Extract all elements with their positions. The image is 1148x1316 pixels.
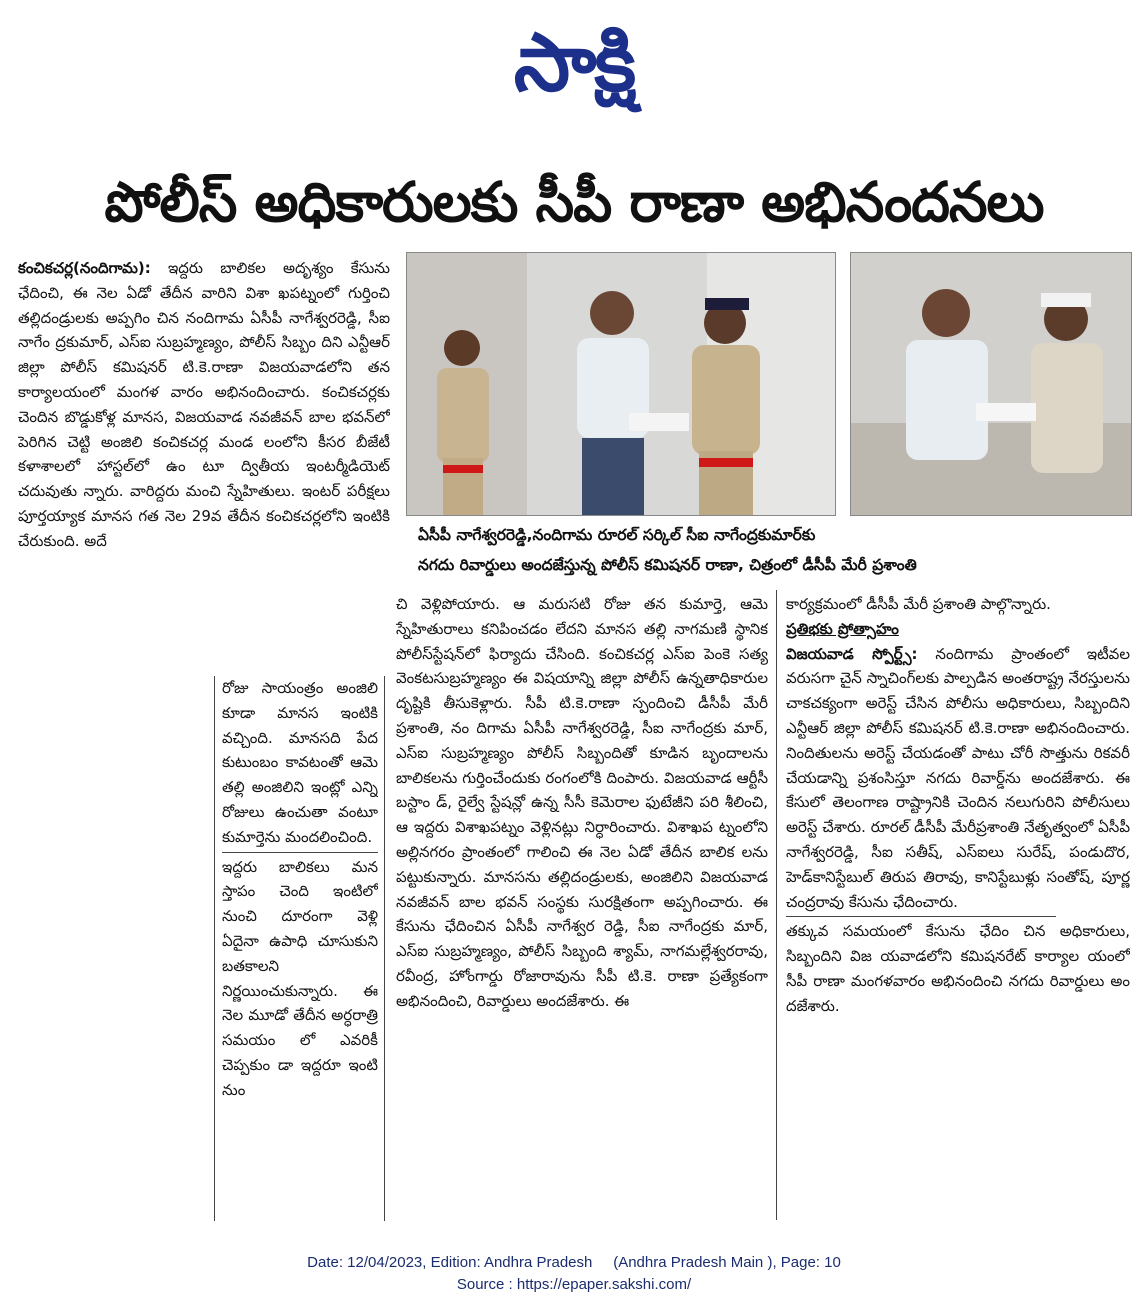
headline: పోలీస్ అధికారులకు సీపీ రాణా అభినందనలు [104,170,1044,234]
article-column-1 [18,256,390,676]
photo-caption-line-2: నగదు రివార్డులు అందజేస్తున్న పోలీస్ కమిషనర్ రాణా, చిత్రంలో డీసీపీ మేరీ ప్రశాంతి [418,556,917,574]
photo-right [850,252,1132,516]
article-text-3c: తక్కువ సమయంలో కేసును ఛేదిం చిన అధికారులు, సిబ్బందిని విజ యవాడలోని కమిషనరేట్ కార్యాల యంలో సీపీ రాణా మంగళవారం అభినందించి నగదు రివార్డులు అం దజేశారు. [786,922,1130,1015]
article-column-1-narrow [222,676,378,1221]
masthead-name: సాక్షి [513,16,635,109]
column-rule-0 [214,676,215,1221]
article-column-2 [396,592,768,1222]
dateline: కంచికచర్ల(నందిగామ): [18,259,151,277]
photo-left [406,252,836,516]
article-column-3 [786,592,1130,1222]
photo-caption-line-1: ఏసీపీ నాగేశ్వరరెడ్డి,నందిగామ రూరల్ సర్కిల్ సీఐ నాగేంద్రకుమార్‌కు [418,526,816,544]
article-text-3b: నందిగామ ప్రాంతంలో ఇటీవల వరుసగా చైన్ స్నాచింగ్‌లకు పాల్పడిన అంతరాష్ట్ర నేరస్తులను చాకచక్యంగా అరెస్ట్ చేసిన పోలీసు అధికారులు, సిబ్బందిని ఎన్టీఆర్ జిల్లా పోలీస్ కమిషనర్ టి.కె.రాణా అభినందించారు. నిందితులను అరెస్ట్ చేయడంతో పాటు చోరీ సొత్తును రికవరీ చేయడాన్ని ప్రశంసిస్తూ నగదు రివార్డ్‌ను అందజేశారు. ఈ కేసులో తెలంగాణ రాష్ట్రానికి చెందిన నలుగురిని పోలీసులు అరెస్ట్ చేశారు. రూరల్ డీసీపీ మేరీప్రశాంతి నేతృత్వంలో ఏసీపీ నాగేశ్వరరెడ్డి, సీఐ సతీష్, ఎస్ఐలు సురేష్, పండుదొర, హెడ్‌కానిస్టేబుల్ తిరుప తిరావు, కానిస్టేబుళ్లు సంతోష్, పూర్ణ చంద్రరావు కేసును ఛేదించారు. [786,644,1130,911]
photo-left-illustration [407,253,835,515]
subhead: ప్రతిభకు ప్రోత్సాహం [786,619,899,638]
article-text-1: ఇద్దరు బాలికల అదృశ్యం కేసును ఛేదించి, ఈ నెల ఏడో తేదీన వారిని విశా ఖపట్నంలో గుర్తించి తల్లిదండ్రులకు అప్పగిం చిన నందిగామ ఏసీపీ నాగేశ్వరరెడ్డి, సీఐ నాగేం ద్రకుమార్, ఎస్ఐ సుబ్రహ్మణ్యం, పోలీస్ సిబ్బం దిని ఎన్టీఆర్ జిల్లా పోలీస్ కమిషనర్ టి.కె.రాణా విజయవాడలోని తన కార్యాలయంలో మంగళ వారం అభినందించారు. కంచికచర్లకు చెందిన బొడ్డుకోళ్ల మానస, విజయవాడ నవజీవన్ బాల భవన్‌లో పెరిగిన చెట్టి అంజిలి కంచికచర్ల మండ లంలోని కీసర బీజేటీ కళాశాలలో హాస్టల్‌లో ఉం టూ ద్వితీయ ఇంటర్మీడియెట్ చదువుతు న్నారు. వారిద్దరు మంచి స్నేహితులు. ఇంటర్ పరీక్షలు పూర్తయ్యాక మానస గత నెల 29వ తేదీన కంచికచర్లలోని ఇంటికి చేరుకుంది. అదే [18,259,390,550]
photo-right-illustration [851,253,1131,515]
footer-date-line: Date: 12/04/2023, Edition: Andhra Pradesh (Andhra Pradesh Main ), Page: 10 [307,1254,841,1271]
column-rule-1 [384,676,385,1221]
article-text-2: చి వెళ్లిపోయారు. ఆ మరుసటి రోజు తన కుమార్తె, ఆమె స్నేహితురాలు కనిపించడం లేదని మానస తల్లి నాగమణి స్థానిక పోలీస్‌స్టేషన్‌లో ఫిర్యాదు చేసింది. కంచికచర్ల ఎస్ఐ పెంకె సత్య వెంకటసుబ్రహ్మణ్యం ఈ విషయాన్ని జిల్లా పోలీస్ ఉన్నతాధికారుల దృష్టికి తీసుకెళ్లారు. సీపీ టి.కె.రాణా స్పందించి డీసీపీ మేరీ ప్రశాంతి, నం దిగామ ఏసీపీ నాగేశ్వరరెడ్డి, సీఐ నాగేంద్రకు మార్, ఎస్ఐ సుబ్రహ్మణ్యం పోలీస్ సిబ్బందితో కూడిన బృందాలను బాలికలను గుర్తించేందుకు రంగంలోకి దింపారు. విజయవాడ ఆర్టీసీ బస్టాం డ్, రైల్వే స్టేషన్లో ఉన్న సీసీ కెమెరాల ఫుటేజీని పరి శీలించి, ఆ ఇద్దరు విశాఖపట్నం వెళ్లినట్లు నిర్ధారించారు. విశాఖప ట్నంలోని అల్లినగరం ప్రాంతంలో గాలించి ఈ నెల ఏడో తేదీన బాలిక లను పట్టుకున్నారు. మానసను తల్లిదండ్రులకు, అంజిలిని విజయవాడ నవజీవన్ బాల భవన్ సంస్థకు సురక్షితంగా అప్పగించారు. ఈ కేసును ఛేదించిన ఏసీపీ నాగేశ్వర రెడ్డి, సీఐ నాగేంద్రకు మార్, ఎస్ఐ సుబ్రహ్మణ్యం, పోలీస్ సిబ్బంది శ్యామ్, నాగమల్లేశ్వరరావు, రవీంద్ర, హోంగార్డు రోజారావును సీపీ టి.కె. రాణా ప్రత్యేకంగా అభినందించి, రివార్డులు అందజేశారు. ఈ [396,595,768,1010]
article-text-1c: ఇద్దరు బాలికలు మన స్తాపం చెంది ఇంటిలో నుంచి దూరంగా వెళ్లి ఏదైనా ఉపాధి చూసుకుని బతకాలని నిర్ణయించుకున్నారు. ఈ నెల మూడో తేదీన అర్ధరాత్రి సమయం లో ఎవరికీ చెప్పకుం డా ఇద్దరూ ఇంటి నుం [222,857,378,1099]
article-text-3a: కార్యక్రమంలో డీసీపీ మేరీ ప్రశాంతి పాల్గొన్నారు. [786,595,1051,613]
dateline-2: విజయవాడ స్పోర్ట్స్: [786,644,918,663]
footer-source-line: Source : https://epaper.sakshi.com/ [456,1276,692,1293]
column-rule-2 [776,590,777,1220]
masthead-logo [0,8,1148,118]
footer [0,1252,1148,1296]
article-text-1b: రోజు సాయంత్రం అంజిలి కూడా మానస ఇంటికి వచ్చింది. మానసది పేద కుటుంబం కావటంతో ఆమె తల్లి అంజిలిని ఇంట్లో ఎన్ని రోజులు ఉంచుతా వంటూ కుమార్తెను మందలించింది. [222,679,378,846]
